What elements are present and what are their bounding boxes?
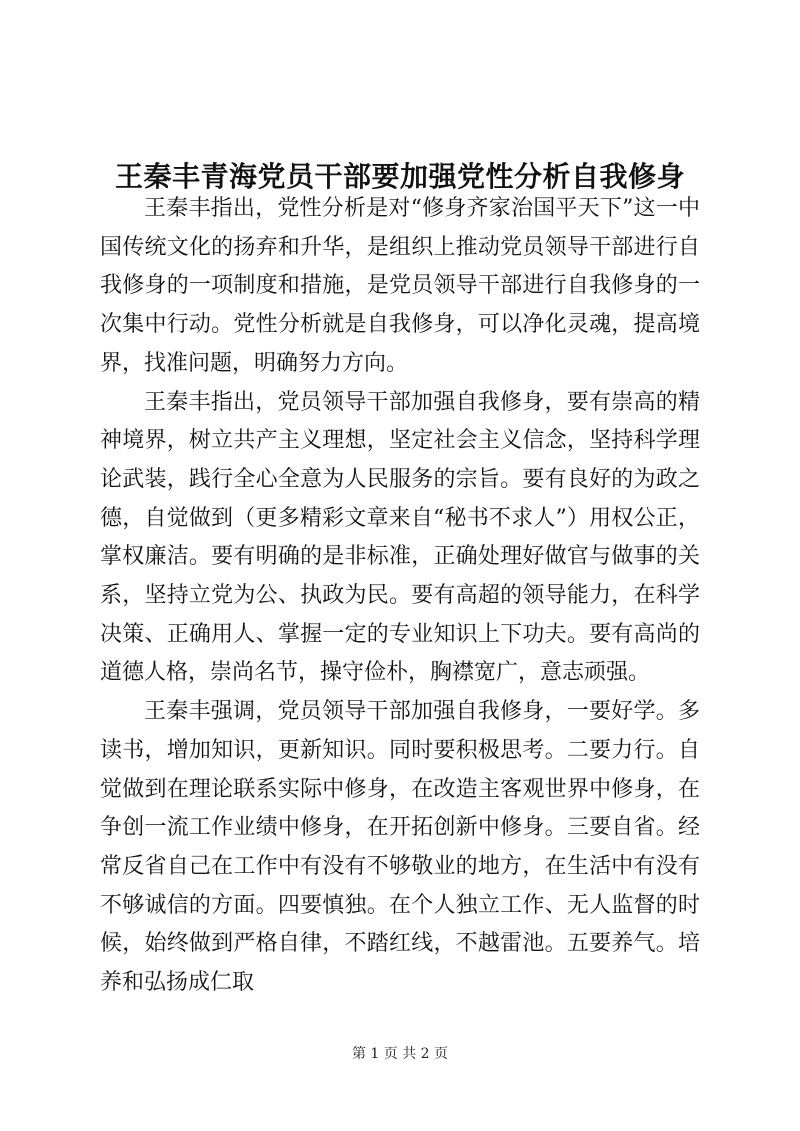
document-body: [100, 190, 700, 1003]
page-number-footer: 第 1 页 共 2 页: [351, 1046, 449, 1062]
paragraph-1: 王秦丰指出，党性分析是对“修身齐家治国平天下”这一中国传统文化的扬弃和升华，是组织上推动党员领导干部进行自我修身的一项制度和措施，是党员领导干部进行自我修身的一次集中行动。党性分析就是自我修身，可以净化灵魂，提高境界，找准问题，明确努力方向。: [100, 196, 700, 376]
paragraph-2: 王秦丰指出，党员领导干部加强自我修身，要有崇高的精神境界，树立共产主义理想，坚定社会主义信念，坚持科学理论武装，践行全心全意为人民服务的宗旨。要有良好的为政之德，自觉做到（更多精彩文章来自“秘书不求人”）用权公正，掌权廉洁。要有明确的是非标准，正确处理好做官与做事的关系，坚持立党为公、执政为民。要有高超的领导能力，在科学决策、正确用人、掌握一定的专业知识上下功夫。要有高尚的道德人格，崇尚名节，操守俭朴，胸襟宽广，意志顽强。: [100, 389, 700, 686]
document-title: 王秦丰青海党员干部要加强党性分析自我修身: [114, 159, 685, 193]
paragraph-3: 王秦丰强调，党员领导干部加强自我修身，一要好学。多读书，增加知识，更新知识。同时要积极思考。二要力行。自觉做到在理论联系实际中修身，在改造主客观世界中修身，在争创一流工作业绩中修身，在开拓创新中修身。三要自省。经常反省自己在工作中有没有不够敬业的地方，在生活中有没有不够诚信的方面。四要慎独。在个人独立工作、无人监督的时候，始终做到严格自律，不踏红线，不越雷池。五要养气。培养和弘扬成仁取: [100, 699, 700, 996]
